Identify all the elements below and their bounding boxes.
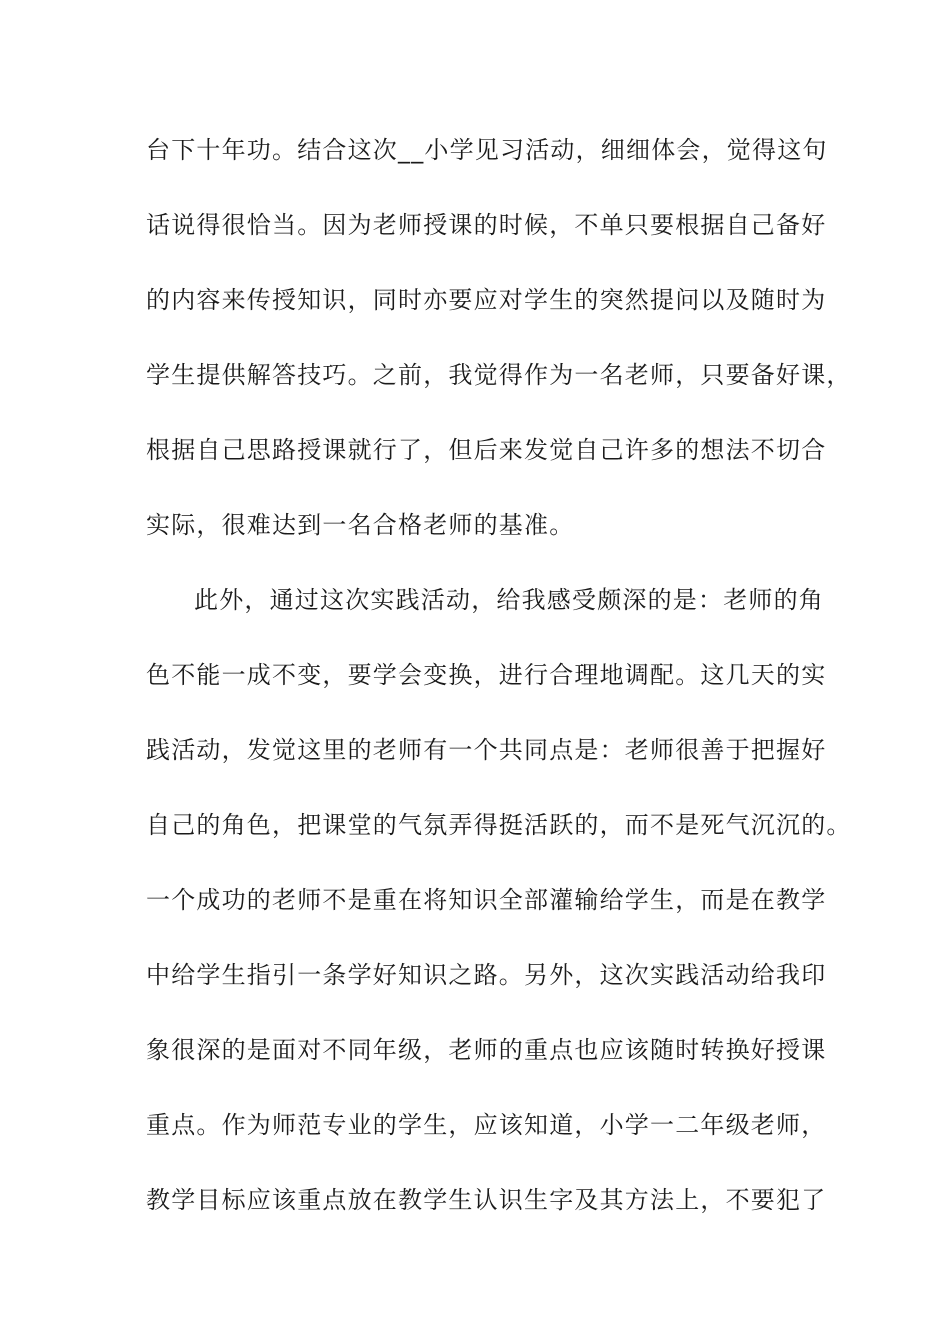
text-line: 中给学生指引一条学好知识之路。另外，这次实践活动给我印 xyxy=(146,961,827,989)
text-line: 象很深的是面对不同年级，老师的重点也应该随时转换好授课 xyxy=(146,1036,827,1064)
text-line: 学生提供解答技巧。之前，我觉得作为一名老师，只要备好课， xyxy=(146,361,852,389)
text-line: 话说得很恰当。因为老师授课的时候，不单只要根据自己备好 xyxy=(146,211,827,239)
paragraph-start-line: 此外，通过这次实践活动，给我感受颇深的是：老师的角 xyxy=(194,586,824,614)
text-line: 一个成功的老师不是重在将知识全部灌输给学生，而是在教学 xyxy=(146,886,827,914)
text-line: 色不能一成不变，要学会变换，进行合理地调配。这几天的实 xyxy=(146,661,827,689)
text-line: 重点。作为师范专业的学生，应该知道，小学一二年级老师， xyxy=(146,1111,827,1139)
text-line: 践活动，发觉这里的老师有一个共同点是：老师很善于把握好 xyxy=(146,736,827,764)
text-line: 教学目标应该重点放在教学生认识生字及其方法上，不要犯了 xyxy=(146,1186,827,1214)
text-line: 台下十年功。结合这次__小学见习活动，细细体会，觉得这句 xyxy=(146,136,828,164)
text-line: 的内容来传授知识，同时亦要应对学生的突然提问以及随时为 xyxy=(146,286,827,314)
text-line: 根据自己思路授课就行了，但后来发觉自己许多的想法不切合 xyxy=(146,436,827,464)
text-line: 实际，很难达到一名合格老师的基准。 xyxy=(146,511,575,539)
text-line: 自己的角色，把课堂的气氛弄得挺活跃的，而不是死气沉沉的。 xyxy=(146,811,852,839)
